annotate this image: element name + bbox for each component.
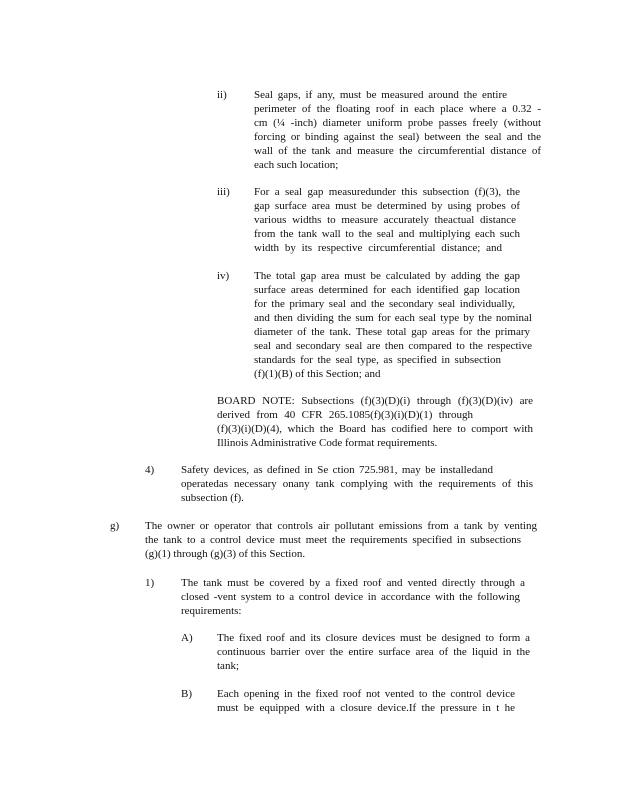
item-text [181, 463, 533, 505]
text-line: subsection (f). [181, 492, 244, 504]
text-line: wall of the tank and measure the circumferential distance of [254, 145, 541, 157]
text-line: (g)(1) through (g)(3) of this Section. [145, 548, 306, 560]
text-line: perimeter of the floating roof in each place where a 0.32 - [254, 103, 541, 115]
text-line: must be equipped with a closure device.If the pressure in t he [217, 702, 515, 714]
item-text [254, 88, 541, 172]
text-line: tank; [217, 660, 239, 672]
text-line: from the tank wall to the seal and multiplying each such [254, 228, 520, 240]
text-line: diameter of the tank. These total gap areas for the primary [254, 326, 530, 338]
text-line: width by its respective circumferential distance; and [254, 242, 502, 254]
text-line: gap surface area must be determined by using probes of [254, 200, 520, 212]
text-line: forcing or binding against the seal) between the seal and the [254, 131, 541, 143]
item-label: iv) [217, 270, 230, 282]
text-line: derived from 40 CFR 265.1085(f)(3)(i)(D)(1) through [217, 409, 473, 421]
text-line: (f)(1)(B) of this Section; and [254, 368, 381, 380]
text-line: standards for the seal type, as specified in subsection [254, 354, 501, 366]
text-line: and then dividing the sum for each seal type by the nominal [254, 312, 532, 324]
text-line: closed -vent system to a control device in accordance with the following [181, 591, 520, 603]
text-line: cm (¼ -inch) diameter uniform probe passes freely (without [254, 117, 541, 129]
item-label: 4) [145, 464, 155, 476]
item-label: 1) [145, 577, 155, 589]
board-note-text [217, 394, 533, 450]
item-label: ii) [217, 89, 227, 101]
item-text [217, 631, 530, 673]
text-line: requirements: [181, 605, 242, 617]
text-line: Illinois Administrative Code format requirements. [217, 437, 438, 449]
text-line: Each opening in the fixed roof not vented to the control device [217, 688, 515, 700]
item-text [145, 519, 537, 561]
text-line: The owner or operator that controls air pollutant emissions from a tank by venting [145, 520, 537, 532]
text-line: each such location; [254, 159, 339, 171]
text-line: (f)(3)(i)(D)(4), which the Board has codified here to comport with [217, 423, 533, 435]
item-label: A) [181, 632, 193, 644]
text-line: Safety devices, as defined in Se ction 725.981, may be installedand [181, 464, 493, 476]
item-label: B) [181, 688, 192, 700]
item-text [254, 185, 520, 255]
text-line: BOARD NOTE: Subsections (f)(3)(D)(i) through (f)(3)(D)(iv) are [217, 395, 533, 407]
text-line: operatedas necessary onany tank complying with the requirements of this [181, 478, 533, 490]
item-label: iii) [217, 186, 230, 198]
item-label: g) [110, 520, 120, 532]
text-line: For a seal gap measuredunder this subsection (f)(3), the [254, 186, 520, 198]
text-line: The fixed roof and its closure devices must be designed to form a [217, 632, 530, 644]
text-line: The total gap area must be calculated by adding the gap [254, 270, 520, 282]
item-text [181, 576, 525, 618]
text-line: continuous barrier over the entire surface area of the liquid in the [217, 646, 530, 658]
text-line: for the primary seal and the secondary seal individually, [254, 298, 515, 310]
item-text [217, 687, 515, 715]
text-line: Seal gaps, if any, must be measured around the entire [254, 89, 507, 101]
text-line: various widths to measure accurately theactual distance [254, 214, 516, 226]
text-line: seal and secondary seal are then compared to the respective [254, 340, 532, 352]
item-text [254, 269, 532, 381]
text-line: surface areas determined for each identified gap location [254, 284, 520, 296]
text-line: The tank must be covered by a fixed roof and vented directly through a [181, 577, 525, 589]
text-line: the tank to a control device must meet the requirements specified in subsections [145, 534, 521, 546]
